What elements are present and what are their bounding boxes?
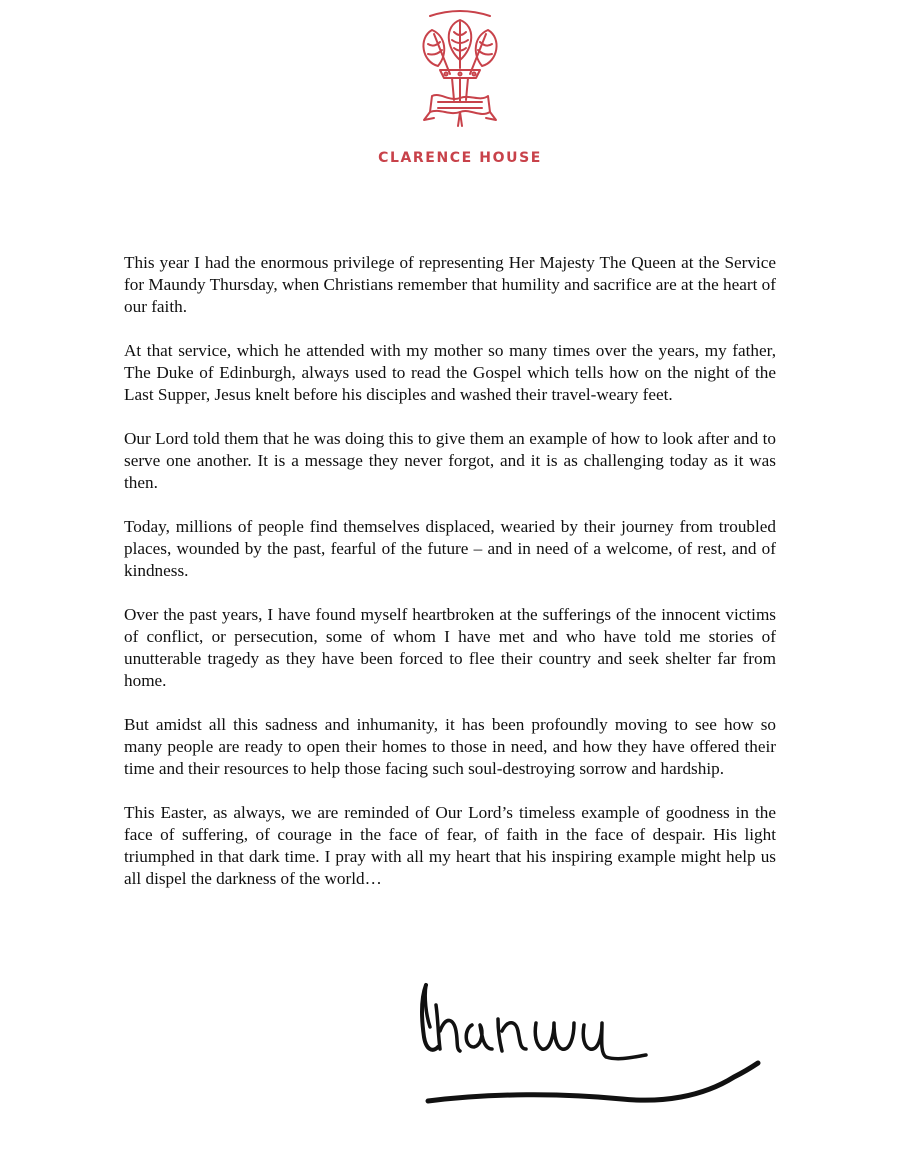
handwritten-signature xyxy=(412,975,772,1115)
paragraph: Our Lord told them that he was doing this to give them an example of how to look after and to serve one another. It is a message they never forgot, and it is as challenging today as it was then. xyxy=(124,429,776,492)
paragraph: At that service, which he attended with my mother so many times over the years, my father, The Duke of Edinburgh, always used to read the Gospel which tells how on the night of the Last Supper, Jesus knelt before his disciples and washed their travel-weary feet. xyxy=(124,341,776,404)
paragraph: Over the past years, I have found myself heartbroken at the sufferings of the innocent victims of conflict, or persecution, some of whom I have met and who have told me stories of unutterable tragedy as they have been forced to flee their country and seek shelter far from home. xyxy=(124,605,776,690)
letter-body xyxy=(124,252,776,912)
paragraph: But amidst all this sadness and inhumanity, it has been profoundly moving to see how so many people are ready to open their homes to those in need, and how they have offered their time and their resources to help those facing such soul-destroying sorrow and hardship. xyxy=(124,715,776,778)
paragraph: This Easter, as always, we are reminded of Our Lord’s timeless example of goodness in the face of suffering, of courage in the face of fear, of faith in the face of despair. His light triumphed in that dark time. I pray with all my heart that his inspiring example might help us all dispel the darkness of the world… xyxy=(124,803,776,888)
organization-name: CLARENCE HOUSE xyxy=(378,150,542,166)
paragraph: This year I had the enormous privilege of representing Her Majesty The Queen at the Service for Maundy Thursday, when Christians remember that humility and sacrifice are at the heart of our faith. xyxy=(124,253,776,316)
letterhead xyxy=(0,8,920,166)
paragraph: Today, millions of people find themselves displaced, wearied by their journey from troubled places, wounded by the past, fearful of the future – and in need of a welcome, of rest, and of kindness. xyxy=(124,517,776,580)
prince-of-wales-feathers-icon xyxy=(410,8,510,130)
